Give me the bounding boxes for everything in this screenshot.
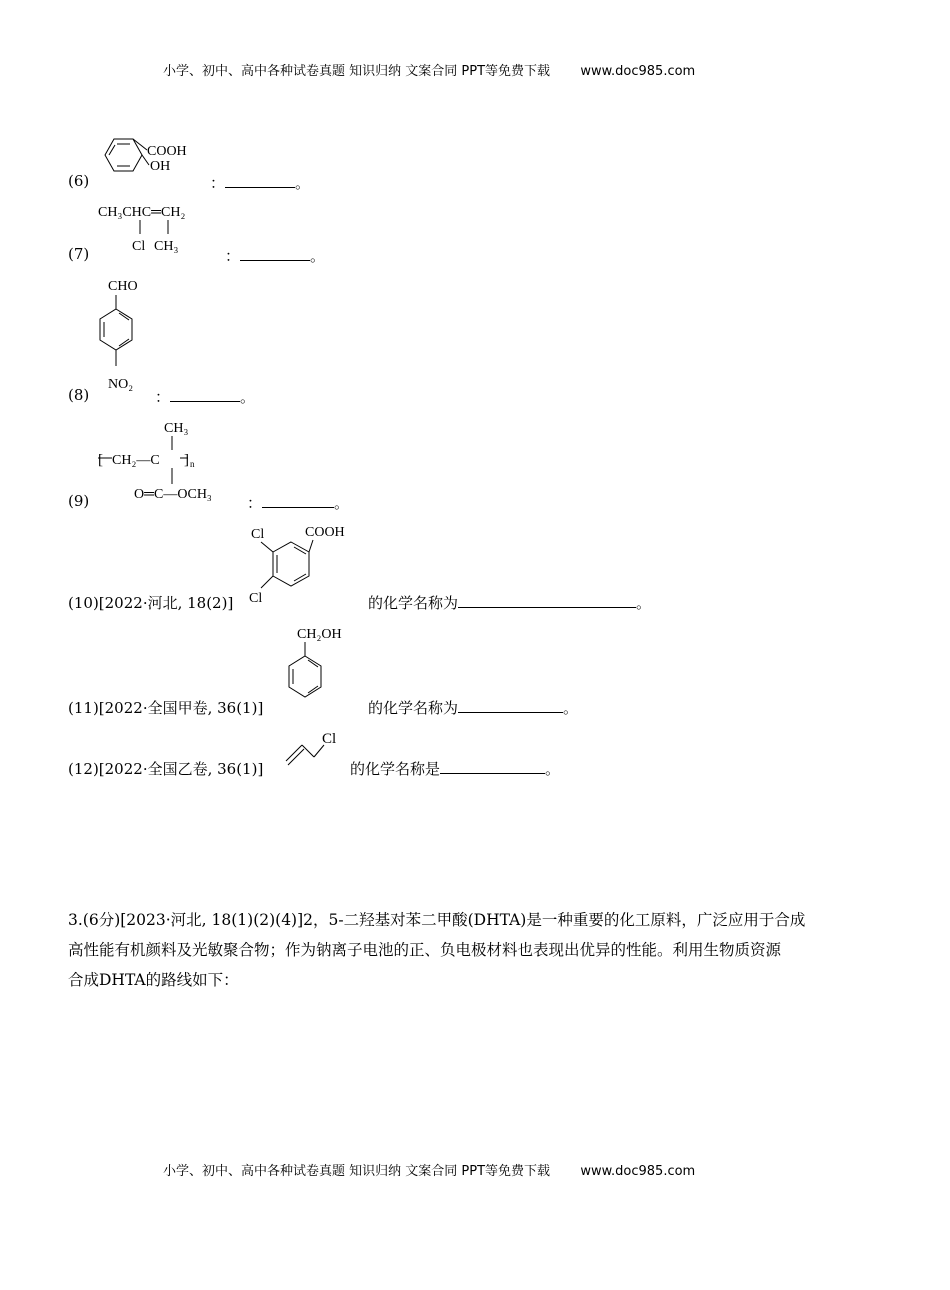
main-chain: CH₃CHC═CH₂: [98, 205, 186, 220]
pmma-polymer-structure: [96, 414, 246, 514]
page-footer: [163, 1160, 695, 1179]
item-number: (10)[2022·河北, 18(2)]: [68, 594, 234, 612]
footer-text: 小学、初中、高中各种试卷真题 知识归纳 文案合同 PPT等免费下载: [163, 1164, 551, 1179]
answer-blank[interactable]: [458, 698, 563, 713]
answer-blank[interactable]: [225, 173, 295, 188]
item-number: (8): [68, 386, 90, 404]
answer-row: [368, 592, 651, 613]
chloro-methylbutene-structure: [96, 198, 226, 258]
repeat-subscript: n: [190, 459, 195, 469]
answer-blank[interactable]: [262, 493, 334, 508]
answer-row: [368, 697, 578, 718]
item-number: (11)[2022·全国甲卷, 36(1)]: [68, 699, 264, 717]
svg-text:]: ]: [184, 452, 189, 468]
question-3: [68, 905, 878, 995]
footer-url[interactable]: www.doc985.com: [580, 1164, 696, 1179]
question-3-line: 高性能有机颜料及光敏聚合物；作为钠离子电池的正、负电极材料也表现出优异的性能。利用生物质资源: [68, 941, 782, 959]
colon: ：: [247, 494, 263, 512]
dichlorobenzoic-acid-structure: [245, 518, 365, 608]
answer-blank[interactable]: [170, 387, 240, 402]
question-text: 的化学名称是: [350, 760, 441, 778]
svg-text:[: [: [98, 452, 103, 468]
bottom-group: NO₂: [108, 377, 134, 392]
nitrobenzaldehyde-structure: [96, 272, 166, 402]
period: 。: [295, 174, 311, 192]
chlorine-label: Cl: [322, 731, 337, 747]
colon: ：: [225, 247, 241, 265]
top-group: CHO: [108, 279, 138, 294]
answer-row: [350, 758, 560, 779]
substituent: CH₃: [154, 239, 179, 254]
header-url[interactable]: www.doc985.com: [580, 64, 696, 79]
answer-row: [225, 245, 325, 266]
answer-row: [155, 386, 255, 407]
period: 。: [334, 494, 350, 512]
header-text: 小学、初中、高中各种试卷真题 知识归纳 文案合同 PPT等免费下载: [163, 64, 551, 79]
answer-blank[interactable]: [458, 593, 636, 608]
group-label: COOH: [147, 144, 187, 159]
question-3-line: 3.(6分)[2023·河北, 18(1)(2)(4)]2，5-二羟基对苯二甲酸(DHTA)是一种重要的化工原料，广泛应用于合成: [68, 911, 806, 929]
chlorine-label: Cl: [251, 527, 265, 542]
salicylic-acid-structure: [92, 133, 212, 189]
period: 。: [310, 247, 326, 265]
ester-group: O═C—OCH₃: [134, 487, 212, 502]
group-label: OH: [150, 159, 171, 174]
benzyl-alcohol-structure: [275, 620, 375, 710]
carboxyl-label: COOH: [305, 525, 345, 540]
hydroxymethyl-label: CH₂OH: [297, 627, 342, 642]
substituent: Cl: [132, 239, 146, 254]
item-number: (9): [68, 492, 90, 510]
question-text: 的化学名称为: [368, 699, 459, 717]
answer-row: [247, 492, 349, 513]
question-3-line: 合成DHTA的路线如下：: [68, 971, 239, 989]
answer-blank[interactable]: [240, 246, 310, 261]
item-number: (6): [68, 172, 90, 190]
answer-blank[interactable]: [440, 759, 545, 774]
period: 。: [563, 699, 579, 717]
question-text: 的化学名称为: [368, 594, 459, 612]
page-header: [163, 60, 695, 79]
methyl-group: CH₃: [164, 421, 189, 436]
answer-row: [210, 172, 310, 193]
backbone: CH₂—C: [112, 453, 160, 468]
item-number: (7): [68, 245, 90, 263]
period: 。: [240, 388, 256, 406]
colon: ：: [210, 174, 226, 192]
period: 。: [545, 760, 561, 778]
colon: ：: [155, 388, 171, 406]
item-number: (12)[2022·全国乙卷, 36(1)]: [68, 760, 264, 778]
allyl-chloride-structure: [280, 725, 350, 780]
period: 。: [636, 594, 652, 612]
chlorine-label: Cl: [249, 591, 263, 606]
